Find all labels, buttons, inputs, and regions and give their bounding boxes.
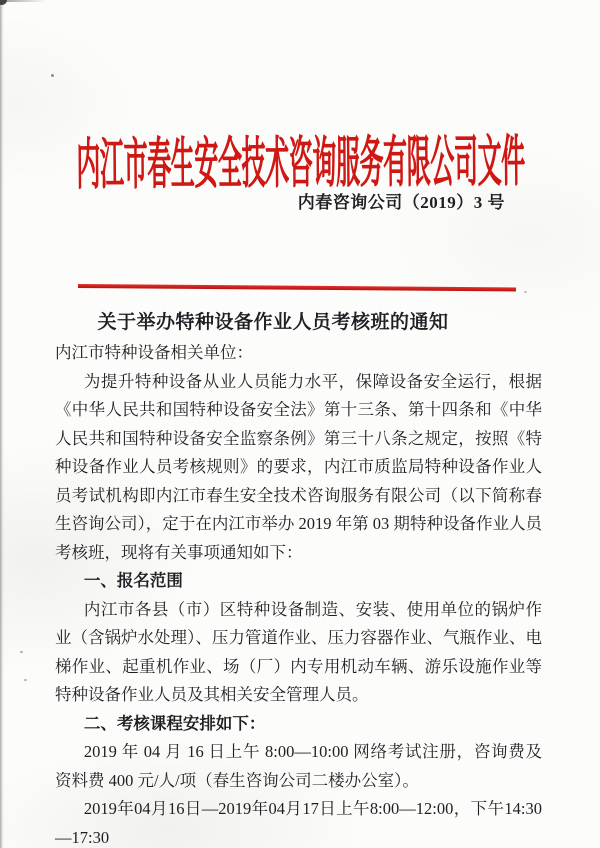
- scan-speck: [20, 651, 23, 653]
- header-divider-line: [78, 284, 516, 291]
- section-1-paragraph: 内江市各县（市）区特种设备制造、安装、使用单位的锅炉作业（含锅炉水处理）、压力管道作业、压力容器作业、气瓶作业、电梯作业、起重机作业、场（厂）内专用机动车辆、游乐设施作业等特种设备作业人员及其相关安全管理人员。: [55, 599, 542, 704]
- notice-title: 关于举办特种设备作业人员考核班的通知: [97, 312, 449, 333]
- scan-corner-mark: [0, 0, 7, 5]
- scan-speck: [24, 679, 27, 681]
- company-document-header-title: 内江市春生安全技术咨询服务有限公司文件: [75, 133, 525, 198]
- document-body: [55, 339, 542, 848]
- scan-speck: [51, 74, 54, 77]
- section-2-paragraph-1: 2019 年 04 月 16 日上午 8:00—10:00 网络考试注册，咨询费及资料费 400 元/人/项（春生咨询公司二楼办公室）。: [55, 742, 542, 790]
- intro-paragraph: 为提升特种设备从业人员能力水平，保障设备安全运行，根据《中华人民共和国特种设备安全法》第十三条、第十四条和《中华人民共和国特种设备安全监察条例》第三十八条之规定，按照《特种设备作业人员考核规则》的要求，内江市质监局特种设备作业人员考试机构即内江市春生安全技术咨询服务有限公司（以下简称春生咨询公司），定于在内江市举办 2019 年第 03 期特种设备作业人员考核班，现将有关事项通知如下：: [55, 371, 542, 562]
- red-header-banner: [0, 117, 600, 198]
- section-2-paragraph-2: 2019年04月16日—2019年04月17日上午8:00—12:00，下午14:30—17:30: [55, 799, 542, 847]
- salutation: 内江市特种设备相关单位：: [55, 343, 253, 362]
- scan-speck: [524, 291, 527, 293]
- section-2-heading: 二、考核课程安排如下：: [83, 713, 266, 733]
- document-reference-number: 内春咨询公司（2019）3 号: [297, 193, 505, 212]
- section-1-heading: 一、报名范围: [83, 571, 183, 590]
